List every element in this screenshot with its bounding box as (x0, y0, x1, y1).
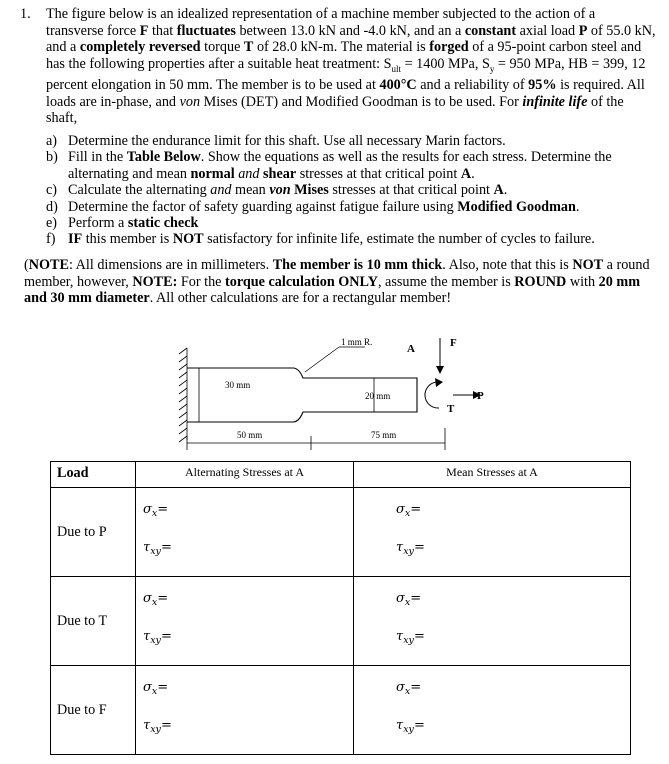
task-text: IF this member is NOT satisfactory for infinite life, estimate the number of cycles to failure. (68, 231, 595, 248)
alternating-cell-p[interactable] (136, 488, 354, 577)
row-label-t: Due to T (51, 577, 136, 666)
sigma-glyph: σ (396, 502, 405, 517)
tau-glyph: τ (143, 718, 151, 733)
mean-cell-p[interactable] (354, 488, 631, 577)
equals-sign: = (410, 591, 422, 606)
equals-sign: = (157, 680, 169, 695)
point-a-label: A (407, 343, 415, 355)
problem-statement (20, 6, 656, 248)
sigma-symbol (143, 680, 168, 697)
sigma-subscript: x (151, 597, 158, 608)
stress-table (50, 461, 631, 755)
problem-intro: The figure below is an idealized representation of a machine member subjected to the action of a transverse force F that fluctuates between 13.0 kN and -4.0 kN, and an a constant axial load P of 55.0 kN, and a completely reversed torque T of 28.0 kN-m. The material is forged of a 95-point carbon steel and has the following properties after a suitable heat treatment: $S_{ult} = 1400$ MPa, $S_y = 950$ MPa, HB = 399, 12 percent elongation in 50 mm. The member is to be used at 400°C and a reliability of 95% is required. All loads are in-phase, and von Mises (DET) and Modified Goodman is to be used. For infinite life of the shaft, (46, 6, 656, 127)
stress-table-header (51, 462, 631, 488)
task-letter: a) (46, 132, 58, 149)
table-row-t (51, 577, 631, 666)
tau-symbol (143, 629, 172, 646)
equals-sign: = (410, 680, 422, 695)
equals-sign: = (160, 540, 172, 555)
mean-cell-f[interactable] (354, 666, 631, 755)
task-text: Perform a static check (68, 215, 199, 232)
task-letter: e) (46, 215, 58, 232)
task-letter: c) (46, 182, 58, 199)
sigma-glyph: σ (143, 502, 152, 517)
tau-glyph: τ (396, 718, 404, 733)
task-item (46, 182, 656, 198)
mean-entries (354, 577, 630, 665)
tau-subscript: xy (403, 635, 414, 646)
wall-hatch (179, 348, 187, 442)
tau-glyph: τ (396, 629, 404, 644)
mean-entries (354, 666, 630, 754)
sigma-subscript: x (404, 597, 411, 608)
header-load: Load (51, 462, 136, 488)
sigma-symbol (143, 591, 168, 608)
tau-symbol (396, 629, 425, 646)
tau-symbol (143, 540, 172, 557)
equals-sign: = (410, 502, 422, 517)
task-text: Determine the factor of safety guarding against fatigue failure using Modified Goodman. (68, 198, 580, 215)
alternating-entries (136, 577, 353, 665)
task-text: Fill in the Table Below. Show the equations as well as the results for each stress. Determine the alternating and mean normal and shear stresses at that critical point A. (68, 149, 612, 182)
table-row-f (51, 666, 631, 755)
header-alternating: Alternating Stresses at A (136, 462, 354, 488)
task-letter: b) (46, 149, 58, 166)
mean-cell-t[interactable] (354, 577, 631, 666)
task-list (46, 133, 656, 248)
tau-subscript: xy (403, 724, 414, 735)
tau-subscript: xy (403, 546, 414, 557)
sigma-glyph: σ (143, 680, 152, 695)
task-item (46, 231, 656, 247)
mean-entries (354, 488, 630, 576)
sigma-glyph: σ (396, 591, 405, 606)
sigma-subscript: x (404, 508, 411, 519)
table-row-p (51, 488, 631, 577)
dim-30mm-label: 30 mm (225, 380, 251, 390)
task-text: Calculate the alternating and mean von Mises stresses at that critical point A. (68, 182, 508, 199)
dimension-note: (NOTE: All dimensions are in millimeters. The member is 10 mm thick. Also, note that this is NOT a round member, however, NOTE: For the torque calculation ONLY, assume the member is ROUND with 20 mm and 30 mm diameter. All other calculations are for a rectangular member! (24, 257, 650, 307)
force-f-arrowhead (436, 366, 444, 374)
task-letter: d) (46, 198, 58, 215)
sigma-symbol (143, 502, 168, 519)
tau-symbol (396, 540, 425, 557)
sigma-subscript: x (404, 686, 411, 697)
sigma-symbol (396, 680, 421, 697)
dim-20mm-label: 20 mm (365, 391, 391, 401)
equals-sign: = (413, 718, 425, 733)
torque-t-label: T (447, 403, 455, 415)
equals-sign: = (157, 591, 169, 606)
sigma-subscript: x (151, 686, 158, 697)
fillet-leader (305, 347, 339, 372)
problem-number: 1. (20, 6, 31, 22)
equals-sign: = (160, 629, 172, 644)
alternating-cell-f[interactable] (136, 666, 354, 755)
equals-sign: = (157, 502, 169, 517)
task-item (46, 133, 656, 149)
tau-subscript: xy (150, 724, 161, 735)
row-label-p: Due to P (51, 488, 136, 577)
member-figure (165, 330, 485, 460)
tau-subscript: xy (150, 546, 161, 557)
alternating-entries (136, 666, 353, 754)
row-label-f: Due to F (51, 666, 136, 755)
equals-sign: = (413, 540, 425, 555)
task-item (46, 199, 656, 215)
sigma-symbol (396, 502, 421, 519)
dim-30mm (195, 368, 203, 422)
tau-glyph: τ (143, 629, 151, 644)
dim-horizontal (187, 428, 445, 450)
sigma-symbol (396, 591, 421, 608)
task-item (46, 149, 656, 182)
sigma-glyph: σ (143, 591, 152, 606)
axial-p-label: P (477, 390, 484, 402)
sigma-subscript: x (151, 508, 158, 519)
task-text: Determine the endurance limit for this shaft. Use all necessary Marin factors. (68, 132, 506, 149)
task-letter: f) (46, 231, 56, 248)
alternating-cell-t[interactable] (136, 577, 354, 666)
task-item (46, 215, 656, 231)
tau-symbol (143, 718, 172, 735)
sigma-glyph: σ (396, 680, 405, 695)
fillet-label: 1 mm R. (341, 337, 373, 347)
tau-glyph: τ (143, 540, 151, 555)
equals-sign: = (160, 718, 172, 733)
dim-75mm-label: 75 mm (371, 430, 397, 440)
tau-subscript: xy (150, 635, 161, 646)
equals-sign: = (413, 629, 425, 644)
tau-glyph: τ (396, 540, 404, 555)
torque-arrowhead (435, 378, 443, 387)
force-f-label: F (450, 337, 457, 349)
dim-50mm-label: 50 mm (237, 430, 263, 440)
alternating-entries (136, 488, 353, 576)
header-mean: Mean Stresses at A (354, 462, 631, 488)
tau-symbol (396, 718, 425, 735)
